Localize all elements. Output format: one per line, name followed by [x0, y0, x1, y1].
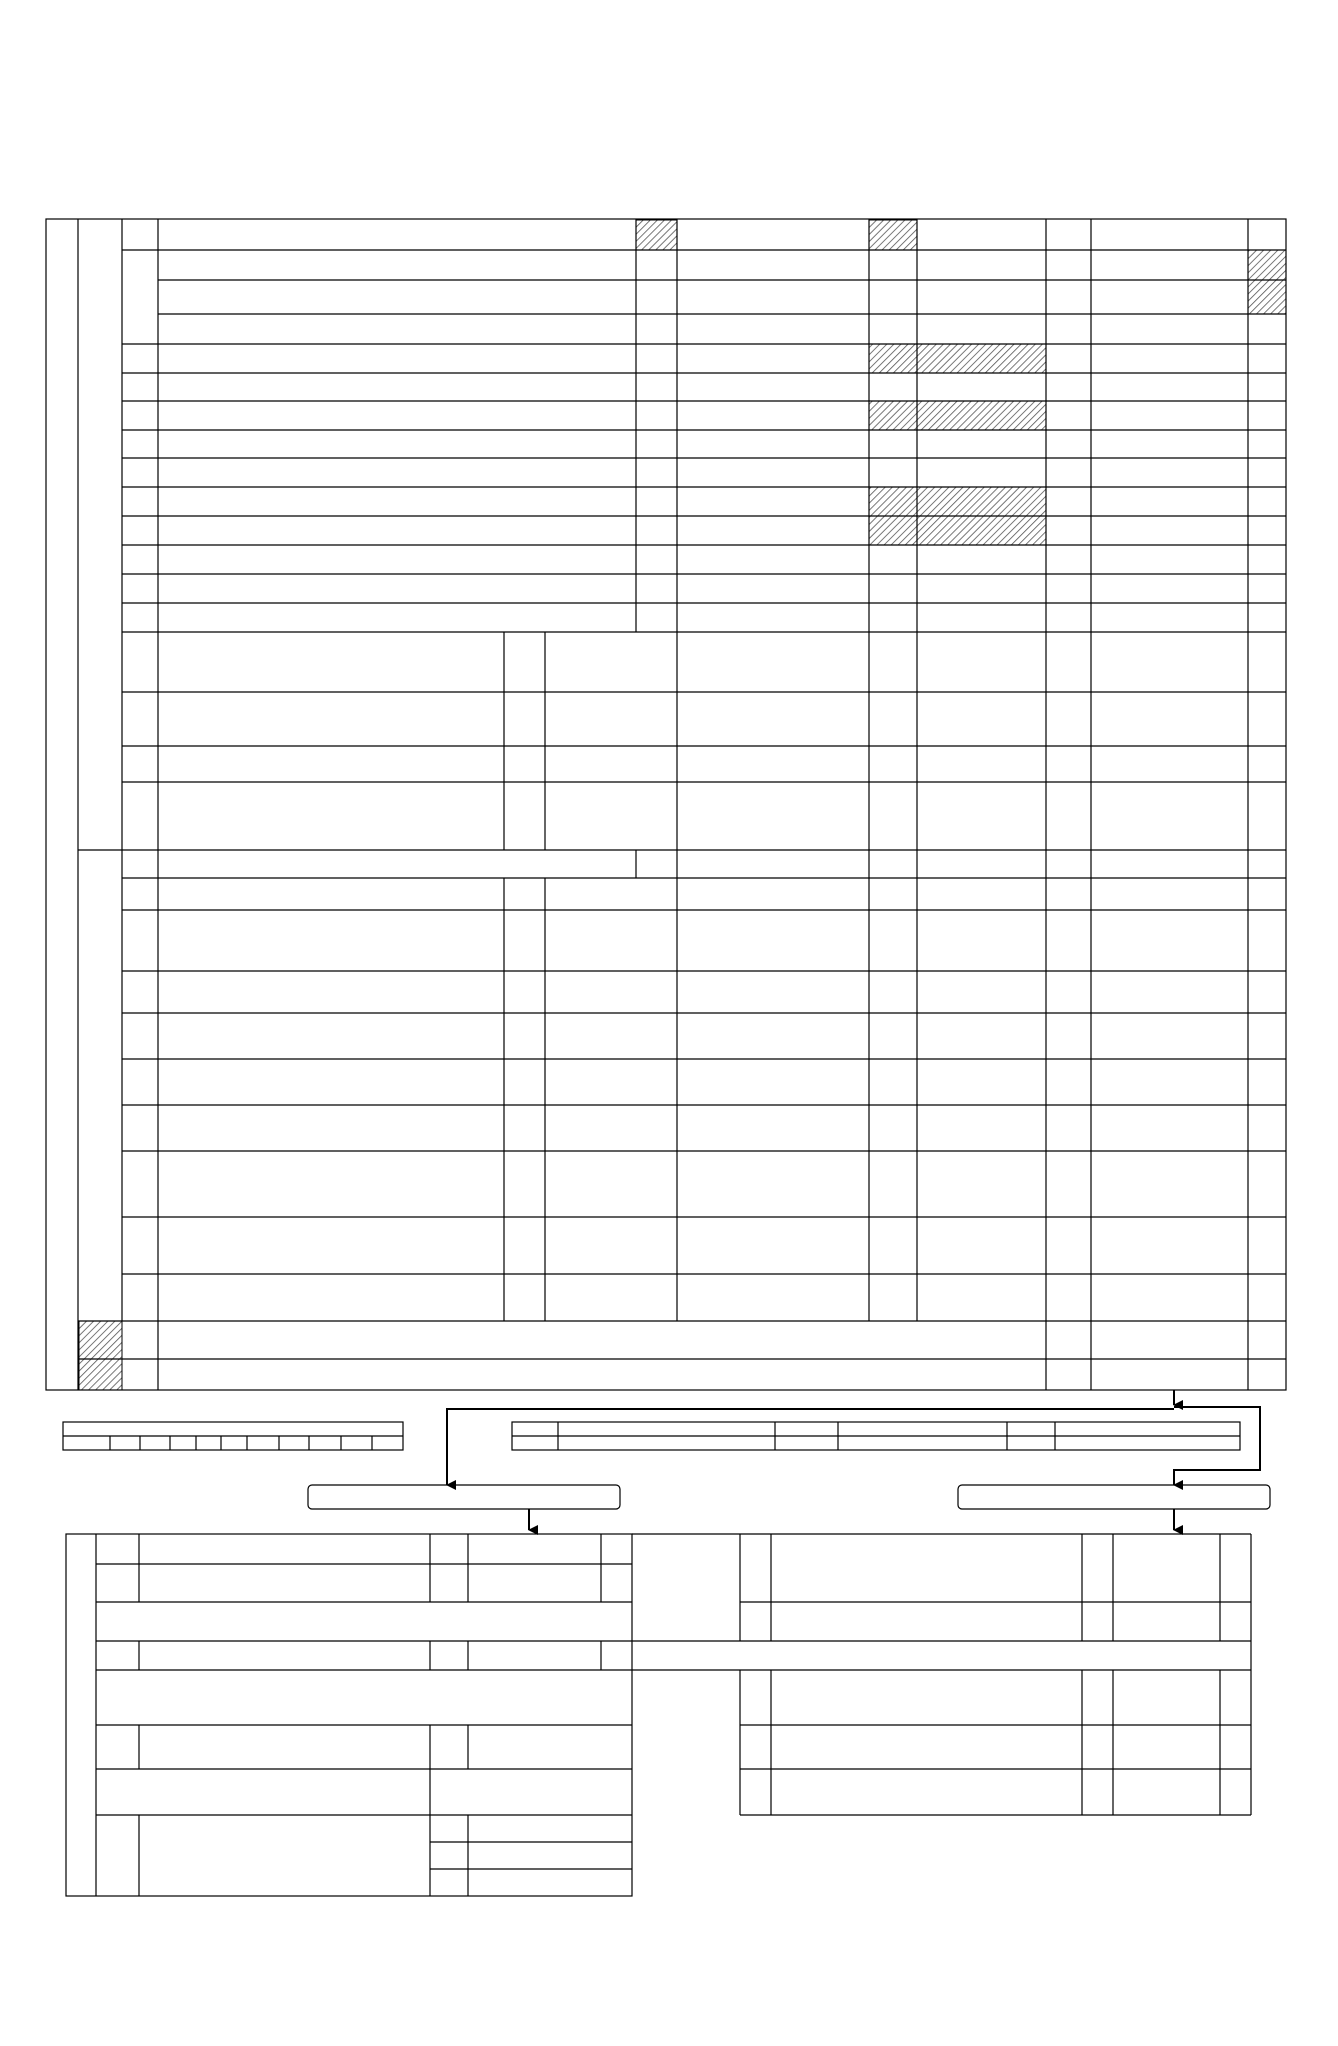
grid-lines [46, 219, 1286, 1896]
hatched-cell [869, 401, 917, 430]
hatched-cell [1248, 250, 1286, 280]
left-label-box [308, 1485, 620, 1509]
hatched-cell [917, 516, 1046, 545]
main-grid-outline [46, 219, 1286, 1390]
hatched-cell [1248, 280, 1286, 314]
hatched-cell [917, 487, 1046, 516]
right-label-box [958, 1485, 1270, 1509]
hatched-cell [869, 516, 917, 545]
outlined-boxes [308, 1485, 1270, 1509]
hatched-cell [917, 344, 1046, 373]
hatched-cell [79, 1321, 122, 1359]
arrow-down-icon [447, 1409, 1174, 1485]
hatched-cell [917, 401, 1046, 430]
hatched-cell [79, 1359, 122, 1390]
arrow-down-icon [1174, 1407, 1260, 1485]
hatched-cell [636, 220, 677, 250]
hatched-cell [869, 344, 917, 373]
hatched-cells [79, 220, 1286, 1390]
hatched-cell [869, 220, 917, 250]
hatched-cell [869, 487, 917, 516]
